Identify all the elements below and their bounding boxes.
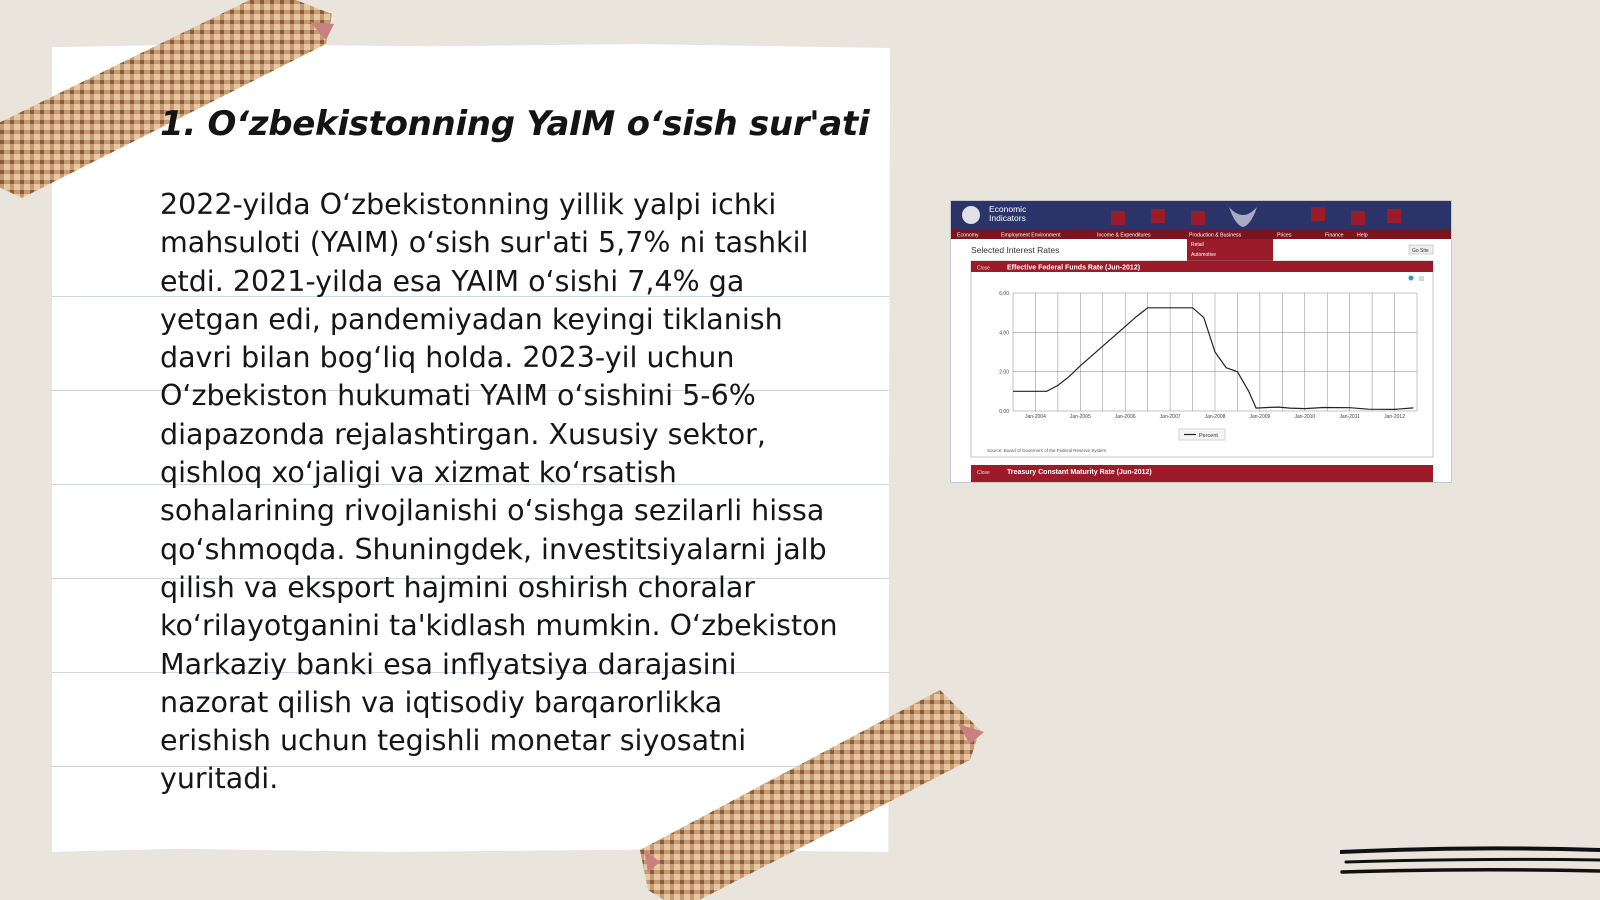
nav-ornament (1351, 211, 1365, 225)
info-icon[interactable] (1409, 276, 1414, 281)
go-site-button-label: Go Site (1412, 248, 1429, 254)
nav-ornament (1151, 209, 1165, 223)
nav-item-finance[interactable]: Finance (1325, 232, 1344, 239)
nav-ornament (1191, 211, 1205, 225)
x-tick-label: Jan-2006 (1114, 414, 1136, 420)
nav-ornament (1387, 209, 1401, 223)
x-tick-label: Jan-2012 (1384, 414, 1405, 420)
chart-source: Source: Board of Governors of the Federal Reserve System (987, 448, 1107, 453)
washi-tape-bottom (640, 690, 1000, 900)
seal-icon (962, 206, 980, 224)
nav-item-employment-environment[interactable]: Employment Environment (1001, 232, 1061, 239)
chart-panel (971, 261, 1433, 457)
panel-close-tag[interactable]: Close (977, 470, 990, 476)
nav-item-economy[interactable]: Economy (957, 232, 979, 239)
x-tick-label: Jan-2005 (1069, 414, 1091, 420)
x-tick-label: Jan-2008 (1204, 414, 1226, 420)
screenshot-canvas (951, 201, 1451, 482)
dropdown-item[interactable]: Retail (1191, 242, 1204, 248)
nav-item-prices[interactable]: Prices (1277, 232, 1292, 239)
dropdown-item[interactable]: Automotive (1191, 252, 1217, 258)
x-tick-label: Jan-2011 (1339, 414, 1360, 420)
x-tick-label: Jan-2004 (1025, 414, 1046, 420)
economic-indicators-screenshot (950, 200, 1452, 483)
nav-ornament (1311, 207, 1325, 221)
y-tick-label: 4.00 (999, 330, 1009, 337)
brush-strokes (1340, 842, 1600, 892)
site-logo-line2: Indicators (989, 213, 1026, 223)
nav-item-production-business[interactable]: Production & Business (1189, 232, 1242, 239)
nav-item-income-expenditures[interactable]: Income & Expenditures (1097, 232, 1151, 239)
section-title: Selected Interest Rates (971, 245, 1060, 255)
y-tick-label: 2.00 (999, 369, 1009, 376)
print-icon[interactable] (1419, 276, 1424, 281)
nav-item-help[interactable]: Help (1357, 232, 1368, 239)
x-tick-label: Jan-2010 (1294, 414, 1316, 420)
panel-title: Effective Federal Funds Rate (Jun-2012) (1007, 264, 1141, 272)
nav-ornament (1111, 211, 1125, 225)
panel-title: Treasury Constant Maturity Rate (Jun-2012) (1007, 469, 1152, 476)
site-logo-line1: Economic (989, 204, 1027, 214)
legend-label: Percent (1199, 433, 1218, 439)
panel-close-tag[interactable]: Close (977, 265, 990, 272)
x-tick-label: Jan-2009 (1249, 414, 1271, 420)
slide-body-text: 2022-yilda O‘zbekistonning yillik yalpi ichki mahsuloti (YAIM) o‘sish sur'ati 5,7% ni tashkil etdi. 2021-yilda esa YAIM o‘sishi 7,4% ga yetgan edi, pandemiyadan keyingi tiklanish davri bilan bog‘liq holda. 2023-yil uchun O‘zbekiston hukumati YAIM o‘sishini 5-6% diapazonda rejalashtirgan. Xususiy sektor, qishloq xo‘jaligi va xizmat ko‘rsatish sohalarining rivojlanishi o‘sishga sezilarli hissa qo‘shmoqda. Shuningdek, investitsiyalarni jalb qilish va eksport hajmini oshirish choralar ko‘rilayotganini ta'kidlash mumkin. O‘zbekiston Markaziy banki esa inflyatsiya darajasini nazorat qilish va iqtisodiy barqarorlikka erishish uchun tegishli monetar siyosatni yuritadi. (160, 188, 838, 796)
y-tick-label: 0.00 (999, 409, 1009, 415)
y-tick-label: 6.00 (999, 291, 1009, 297)
slide-title: 1. O‘zbekistonning YaIM o‘sish sur'ati (160, 104, 870, 144)
x-tick-label: Jan-2007 (1159, 414, 1181, 420)
